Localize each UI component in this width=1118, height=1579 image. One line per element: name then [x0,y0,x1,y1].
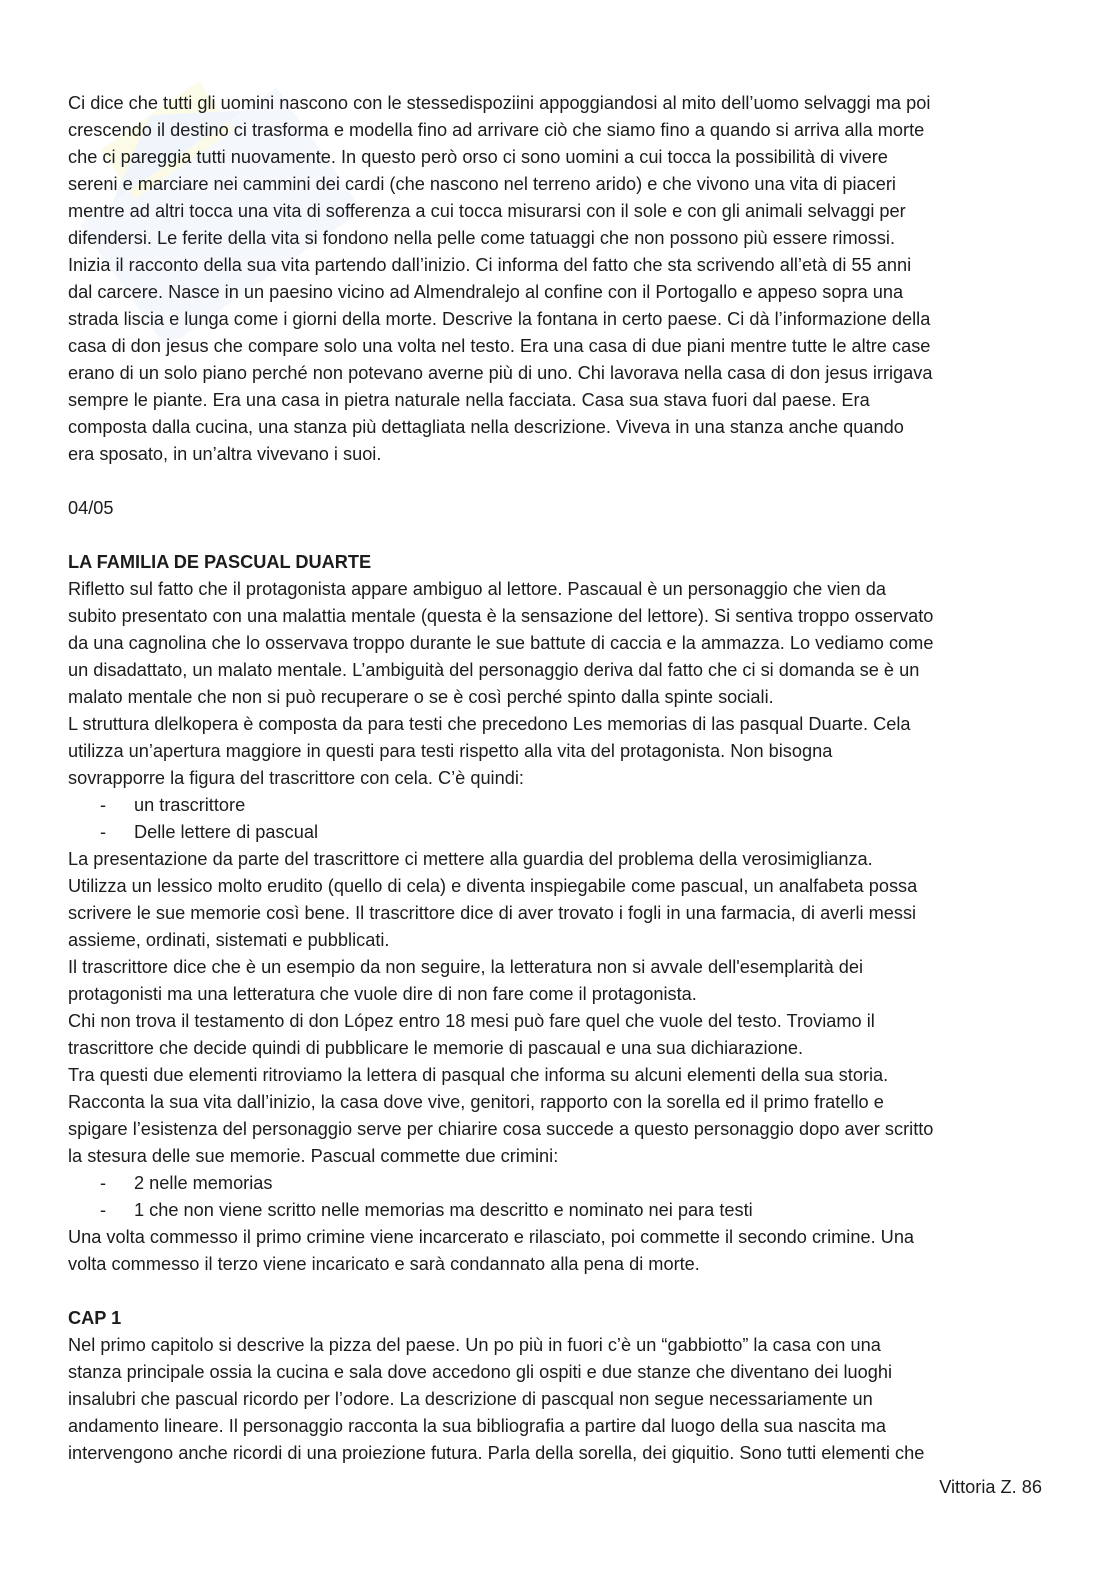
text-line: dal carcere. Nasce in un paesino vicino ad Almendralejo al confine con il Portogallo e appeso sopra una [68,282,904,302]
text-line: strada liscia e lunga come i giorni della morte. Descrive la fontana in certo paese. Ci dà l’informazione della [68,309,931,329]
section-heading-cap1: CAP 1 [68,1308,122,1328]
section1-paragraph-a [68,576,1048,792]
bullet-dash-icon: - [100,822,107,842]
text-line: casa di don jesus che compare solo una volta nel testo. Era una casa di due piani mentre tutte le altre case [68,336,931,356]
text-line: difendersi. Le ferite della vita si fondono nella pelle come tatuaggi che non possono più essere rimossi. [68,228,896,248]
text-line: Chi non trova il testamento di don López entro 18 mesi può fare quel che vuole del testo. Troviamo il [68,1011,875,1031]
text-line: composta dalla cucina, una stanza più dettagliata nella descrizione. Viveva in una stanza anche quando [68,417,904,437]
bullet-dash-icon: - [100,1200,107,1220]
text-line: erano di un solo piano perché non potevano averne più di uno. Chi lavorava nella casa di don jesus irrigava [68,363,933,383]
text-line: era sposato, in un’altra vivevano i suoi. [68,444,382,464]
text-line: Racconta la sua vita dall’inizio, la casa dove vive, genitori, rapporto con la sorella ed il primo fratello e [68,1092,884,1112]
bullet-text: 1 che non viene scritto nelle memorias ma descritto e nominato nei para testi [134,1200,753,1220]
text-line: che ci pareggia tutti nuovamente. In questo però orso ci sono uomini a cui tocca la possibilità di vivere [68,147,888,167]
text-line: sovrapporre la figura del trascrittore con cela. C’è quindi: [68,768,524,788]
text-line: Nel primo capitolo si descrive la pizza del paese. Un po più in fuori c’è un “gabbiotto” la casa con una [68,1335,881,1355]
text-line: Ci dice che tutti gli uomini nascono con le stessedispoziini appoggiandosi al mito dell’uomo selvaggi ma poi [68,93,931,113]
bullet-text: 2 nelle memorias [134,1173,273,1193]
bullet-dash-icon: - [100,1173,107,1193]
bullet-item [68,819,1048,846]
text-line: Tra questi due elementi ritroviamo la lettera di pasqual che informa su alcuni elementi della sua storia. [68,1065,889,1085]
text-line: trascrittore che decide quindi di pubblicare le memorie di pascaual e una sua dichiarazione. [68,1038,803,1058]
section2-paragraph [68,1332,1048,1467]
text-line: protagonisti ma una letteratura che vuole dire di non fare come il protagonista. [68,984,697,1004]
text-line: Una volta commesso il primo crimine viene incarcerato e rilasciato, poi commette il secondo crimine. Una [68,1227,915,1247]
page-footer: Vittoria Z. 86 [939,1477,1042,1497]
text-line: Utilizza un lessico molto erudito (quello di cela) e diventa inspiegabile come pascual, un analfabeta possa [68,876,918,896]
text-line: sempre le piante. Era una casa in pietra naturale nella facciata. Casa sua stava fuori dal paese. Era [68,390,870,410]
intro-paragraph [68,90,1048,468]
text-line: Rifletto sul fatto che il protagonista appare ambiguo al lettore. Pascaual è un personaggio che vien da [68,579,886,599]
text-line: insalubri che pascual ricordo per l’odore. La descrizione di pascqual non segue necessariamente un [68,1389,873,1409]
text-line: utilizza un’apertura maggiore in questi para testi rispetto alla vita del protagonista. Non bisogna [68,741,833,761]
bullet-item [68,792,1048,819]
bullet-list-1 [68,792,1048,846]
section-heading-familia: LA FAMILIA DE PASCUAL DUARTE [68,552,372,572]
document-body [68,90,1048,1467]
text-line: spigare l’esistenza del personaggio serve per chiarire cosa succede a questo personaggio dopo aver scritto [68,1119,934,1139]
text-line: mentre ad altri tocca una vita di sofferenza a cui tocca misurarsi con il sole e con gli animali selvaggi per [68,201,906,221]
text-line: da una cagnolina che lo osservava troppo durante le sue battute di caccia e la ammazza. Lo vediamo come [68,633,934,653]
text-line: sereni e marciare nei cammini dei cardi (che nascono nel terreno arido) e che vivono una vita di piaceri [68,174,896,194]
text-line: Il trascrittore dice che è un esempio da non seguire, la letteratura non si avvale dell'esemplarità dei [68,957,864,977]
text-line: la stesura delle sue memorie. Pascual commette due crimini: [68,1146,559,1166]
bullet-text: Delle lettere di pascual [134,822,318,842]
text-line: andamento lineare. Il personaggio racconta la sua bibliografia a partire dal luogo della sua nascita ma [68,1416,886,1436]
text-line: scrivere le sue memorie così bene. Il trascrittore dice di aver trovato i fogli in una farmacia, di averli messi [68,903,917,923]
bullet-item [68,1197,1048,1224]
text-line: intervengono anche ricordi di una proiezione futura. Parla della sorella, dei giquitio. Sono tutti elementi che [68,1443,925,1463]
text-line: crescendo il destino ci trasforma e modella fino ad arrivare ciò che siamo fino a quando si arriva alla morte [68,120,925,140]
text-line: La presentazione da parte del trascrittore ci mettere alla guardia del problema della verosimiglianza. [68,849,873,869]
text-line: stanza principale ossia la cucina e sala dove accedono gli ospiti e due stanze che diventano dei luoghi [68,1362,893,1382]
bullet-list-2 [68,1170,1048,1224]
text-line: malato mentale che non si può recuperare o se è così perché spinto dalla spinte sociali. [68,687,774,707]
text-line: volta commesso il terzo viene incaricato e sarà condannato alla pena di morte. [68,1254,700,1274]
text-line: L struttura dlelkopera è composta da para testi che precedono Les memorias di las pasqual Duarte. Cela [68,714,911,734]
section1-paragraph-c [68,1224,1048,1278]
text-line: subito presentato con una malattia mentale (questa è la sensazione del lettore). Si sentiva troppo osservato [68,606,934,626]
text-line: Inizia il racconto della sua vita partendo dall’inizio. Ci informa del fatto che sta scrivendo all’età di 55 anni [68,255,912,275]
date-label: 04/05 [68,498,114,518]
bullet-item [68,1170,1048,1197]
text-line: un disadattato, un malato mentale. L’ambiguità del personaggio deriva dal fatto che ci si domanda se è un [68,660,920,680]
section1-paragraph-b [68,846,1048,1170]
bullet-text: un trascrittore [134,795,246,815]
text-line: assieme, ordinati, sistemati e pubblicati. [68,930,390,950]
bullet-dash-icon: - [100,795,107,815]
